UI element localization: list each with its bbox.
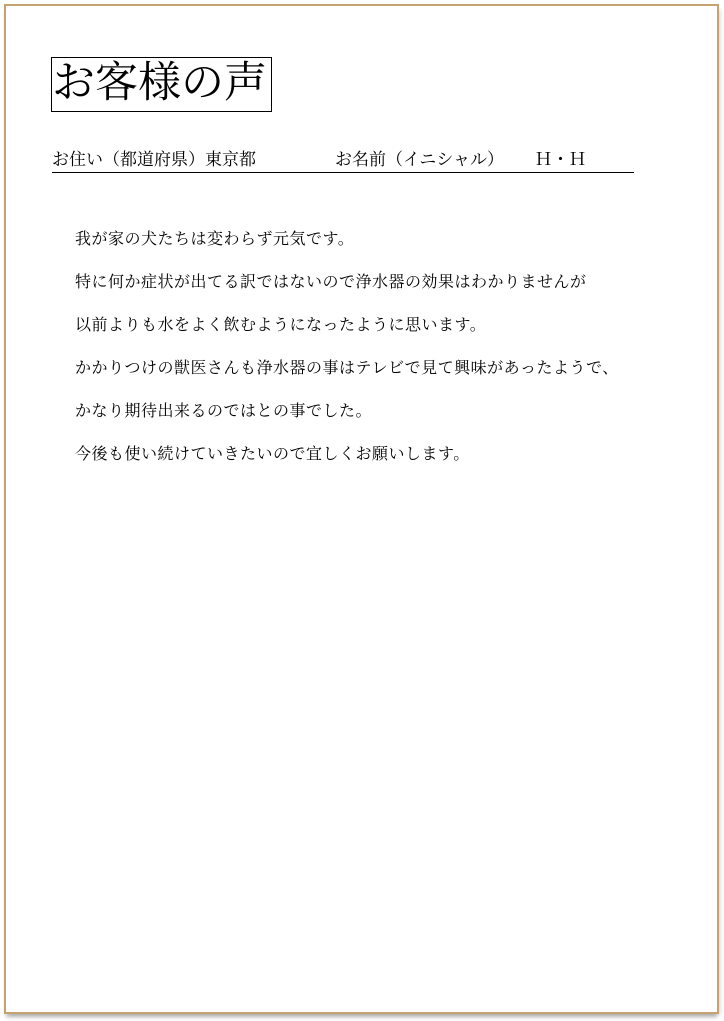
residence-value: 東京都 <box>205 150 256 169</box>
header-line <box>52 147 634 173</box>
name-value: Ｈ・Ｈ <box>535 150 586 169</box>
testimonial-body <box>75 218 695 476</box>
body-line-2: 特に何か症状が出てる訳ではないので浄水器の効果はわかりませんが <box>75 274 587 291</box>
body-line-1: 我が家の犬たちは変わらず元気です。 <box>75 231 355 248</box>
document-page <box>4 4 719 1014</box>
name-label: お名前（イニシャル） <box>335 150 504 169</box>
body-line-5: かなり期待出来るのではとの事でした。 <box>75 403 373 420</box>
residence-label: お住い（都道府県） <box>52 150 205 169</box>
body-line-4: かかりつけの獣医さんも浄水器の事はテレビで見て興味があったようで、 <box>75 360 619 377</box>
title-box <box>51 57 272 112</box>
body-line-6: 今後も使い続けていきたいので宜しくお願いします。 <box>75 446 470 463</box>
page-title: お客様の声 <box>52 60 267 107</box>
body-line-3: 以前よりも水をよく飲むようになったように思います。 <box>75 317 487 334</box>
